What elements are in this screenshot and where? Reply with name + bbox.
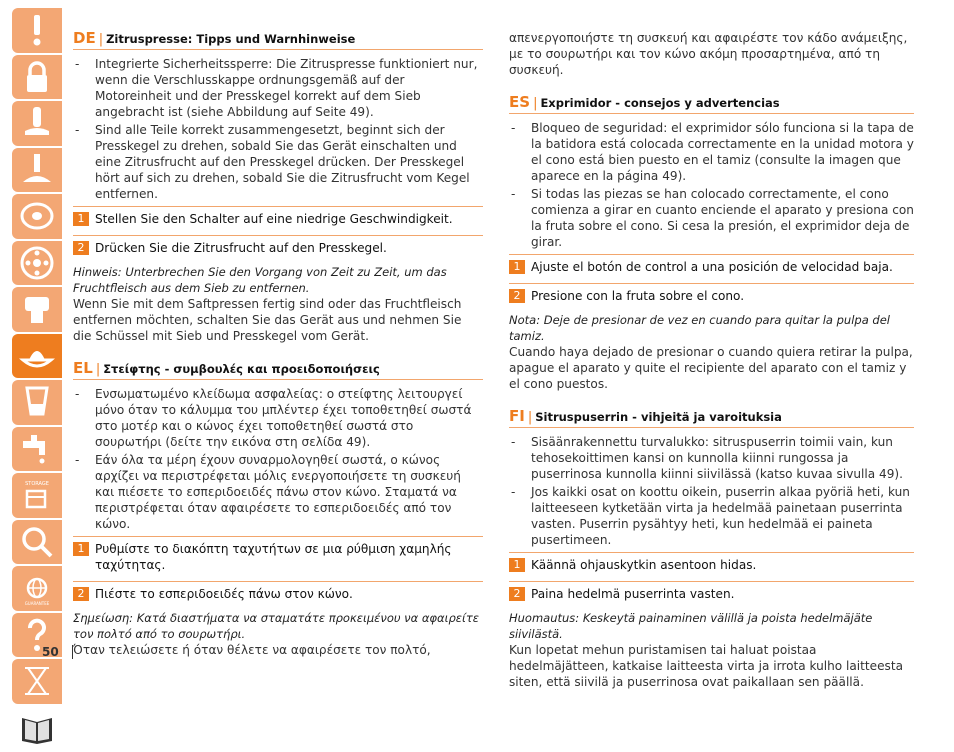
list-item: - Εάν όλα τα μέρη έχουν συναρμολογηθεί σωστά, ο κώνος αρχίζει να περιστρέφεται μόλις ενεργοποιήσετε τη συσκευή και πιέσετε το εσπεριδοειδές πάνω στον κώνο. Σταματά να περιστρέφεται όταν αφαιρέσετε το εσπεριδοειδές από τον κώνο. (73, 452, 483, 532)
tab-storage[interactable] (12, 473, 62, 518)
step (73, 536, 483, 577)
list-item: - Sind alle Teile korrekt zusammengesetzt, beginnt sich der Presskegel zu drehen, sobald Sie das Gerät einschalten und eine Zitrusfrucht auf den Presskegel drücken. Der Presskegel hört auf sich zu drehen, sobald Sie die Zitrusfrucht vom Kegel entfernen. (73, 122, 483, 202)
tab-mincer[interactable] (12, 287, 62, 332)
tab-timer[interactable] (12, 659, 62, 704)
tab-cleaning[interactable] (12, 427, 62, 472)
hourglass-icon (19, 663, 55, 699)
bullet-list (73, 386, 483, 532)
search-icon (19, 524, 55, 560)
step-text: Käännä ohjauskytkin asentoon hidas. (531, 558, 757, 572)
grating-disc-icon (19, 245, 55, 281)
step (73, 235, 483, 260)
hand-blender-icon (19, 105, 55, 141)
step-text: Stellen Sie den Schalter auf eine niedrige Geschwindigkeit. (95, 212, 453, 226)
divider: | (98, 32, 104, 47)
step-number: 1 (509, 260, 525, 274)
slicing-disc-icon (19, 198, 55, 234)
step (509, 283, 914, 308)
lang-code: DE (73, 29, 96, 47)
section-title-text: Zitruspresse: Tipps und Warnhinweise (106, 32, 356, 46)
section-title-el (73, 360, 483, 380)
list-item: - Integrierte Sicherheitssperre: Die Zitruspresse funktioniert nur, wenn die Verschlusskappe ordnungsgemäß auf der Motoreinheit und der Presskegel korrekt auf dem Sieb angebracht ist (siehe Abbildung auf Seite 49). (73, 56, 483, 120)
lang-code: FI (509, 407, 525, 425)
storage-label: STORAGE (25, 481, 49, 488)
step-number: 1 (509, 558, 525, 572)
page-number: 50 (42, 645, 59, 659)
step-text: Ρυθμίστε το διακόπτη ταχυτήτων σε μια ρύθμιση χαμηλής ταχύτητας. (95, 542, 452, 572)
bullet-list (73, 56, 483, 202)
exclamation-icon (19, 12, 55, 48)
note: Nota: Deje de presionar de vez en cuando para quitar la pulpa del tamiz. (509, 313, 890, 343)
list-item: - Si todas las piezas se han colocado correctamente, el cono comienza a girar en cuanto enciende el aparato y presiona con la fruta sobre el cono. Si cesa la presión, el exprimidor deja de girar. (509, 186, 914, 250)
paragraph: Wenn Sie mit dem Saftpressen fertig sind oder das Fruchtfleisch entfernen möchten, schalten Sie das Gerät aus und nehmen Sie die Schüssel mit Sieb und Presskegel vom Gerät. (73, 297, 462, 343)
mincer-icon (19, 291, 55, 327)
list-item: - Sisäänrakennettu turvalukko: sitruspuserrin toimii vain, kun tehosekoittimen kansi on kunnolla kiinni rungossa ja puserrinosa kunnolla kiinni siivilässä (katso kuvaa sivulla 49). (509, 434, 914, 482)
step (509, 552, 914, 577)
lock-icon (19, 59, 55, 95)
step-number: 2 (509, 289, 525, 303)
note: Huomautus: Keskeytä painaminen välillä ja poista hedelmäjäte siivilästä. (509, 611, 873, 641)
citrus-press-icon (19, 338, 55, 374)
tab-warnings[interactable] (12, 8, 62, 53)
section-title-fi (509, 408, 914, 428)
paragraph: Cuando haya dejado de presionar o cuando quiera retirar la pulpa, apague el aparato y quite el recipiente del aparato con el tamiz y el cono puestos. (509, 345, 913, 391)
tab-blender-jar[interactable] (12, 380, 62, 425)
left-column (73, 30, 483, 660)
note: Σημείωση: Κατά διαστήματα να σταματάτε προκειμένου να αφαιρείτε τον πολτό από το σουρωτήρι. (73, 611, 480, 641)
section-title-text: Στείφτης - συμβουλές και προειδοποιήσεις (103, 362, 380, 376)
note: Hinweis: Unterbrechen Sie den Vorgang von Zeit zu Zeit, um das Fruchtfleisch aus dem Sieb zu entfernen. (73, 265, 447, 295)
step-number: 2 (73, 587, 89, 601)
paragraph-continued: απενεργοποιήστε τη συσκευή και αφαιρέστε τον κάδο ανάμειξης, με το σουρωτήρι και τον κώνο ακόμη προσαρτημένα, από τη συσκευή. (509, 31, 908, 77)
tab-grating[interactable] (12, 241, 62, 286)
tab-troubleshooting[interactable] (12, 520, 62, 565)
page-divider (72, 645, 73, 659)
recipe-book-icon (19, 710, 55, 746)
section-title-text: Sitruspuserrin - vihjeitä ja varoituksia (535, 410, 782, 424)
step-text: Paina hedelmä puserrinta vasten. (531, 587, 735, 601)
tab-guarantee[interactable] (12, 566, 62, 611)
step-number: 1 (73, 212, 89, 226)
tab-hand-blender[interactable] (12, 101, 62, 146)
list-item: - Bloqueo de seguridad: el exprimidor sólo funciona si la tapa de la batidora está colocada correctamente en la unidad motora y el cono está bien puesto en el tamiz (consulte la imagen que aparece en la página 49). (509, 120, 914, 184)
section-title-de (73, 30, 483, 50)
step-number: 2 (73, 241, 89, 255)
step (509, 581, 914, 606)
divider: | (533, 96, 538, 111)
section-title-es (509, 94, 914, 114)
lang-code: EL (73, 359, 93, 377)
divider: | (95, 362, 101, 377)
step-text: Ajuste el botón de control a una posición de velocidad baja. (531, 260, 893, 274)
paragraph: Kun lopetat mehun puristamisen tai haluat poistaa hedelmäjätteen, katkaise laitteesta virta ja irrota kulho laitteesta siten, että siivilä ja puserrinosa ovat paikallaan sen päällä. (509, 643, 903, 689)
list-item: - Ενσωματωμένο κλείδωμα ασφαλείας: ο στείφτης λειτουργεί μόνο όταν το κάλυμμα του μπλέντερ έχει τοποθετηθεί σωστά στο μοτέρ και ο κώνος έχει τοποθετηθεί σωστά στο σουρωτήρι (δείτε την εικόνα στη σελίδα 49). (73, 386, 483, 450)
hand-blender-accessory-icon (19, 152, 55, 188)
globe-icon (19, 570, 55, 606)
step (509, 254, 914, 279)
tab-recipes[interactable] (12, 706, 62, 751)
divider: | (527, 410, 533, 425)
list-item: - Jos kaikki osat on koottu oikein, puserrin alkaa pyöriä heti, kun laitteeseen kytketään virta ja hedelmää painetaan puserrinta vasten. Puserrin pysähtyy heti, kun hedelmää ei paineta pusertimeen. (509, 484, 914, 548)
tab-citrus-press[interactable] (12, 334, 62, 379)
step-text: Presione con la fruta sobre el cono. (531, 289, 745, 303)
tab-accessory[interactable] (12, 148, 62, 193)
section-title-text: Exprimidor - consejos y advertencias (540, 96, 780, 110)
right-column (509, 30, 914, 692)
storage-icon (19, 477, 55, 513)
bullet-list (509, 434, 914, 548)
step-number: 2 (509, 587, 525, 601)
paragraph: Όταν τελειώσετε ή όταν θέλετε να αφαιρέσετε τον πολτό, (73, 643, 431, 657)
step (73, 581, 483, 606)
guarantee-label: GUARANTEE (24, 601, 50, 607)
step-text: Πιέστε το εσπεριδοειδές πάνω στον κώνο. (95, 587, 353, 601)
step (73, 206, 483, 231)
step-number: 1 (73, 542, 89, 556)
blender-jar-icon (19, 384, 55, 420)
step-text: Drücken Sie die Zitrusfrucht auf den Presskegel. (95, 241, 387, 255)
tab-slicing[interactable] (12, 194, 62, 239)
tap-icon (19, 431, 55, 467)
lang-code: ES (509, 93, 531, 111)
bullet-list (509, 120, 914, 250)
tab-safety[interactable] (12, 55, 62, 100)
sidebar-nav (12, 8, 62, 752)
